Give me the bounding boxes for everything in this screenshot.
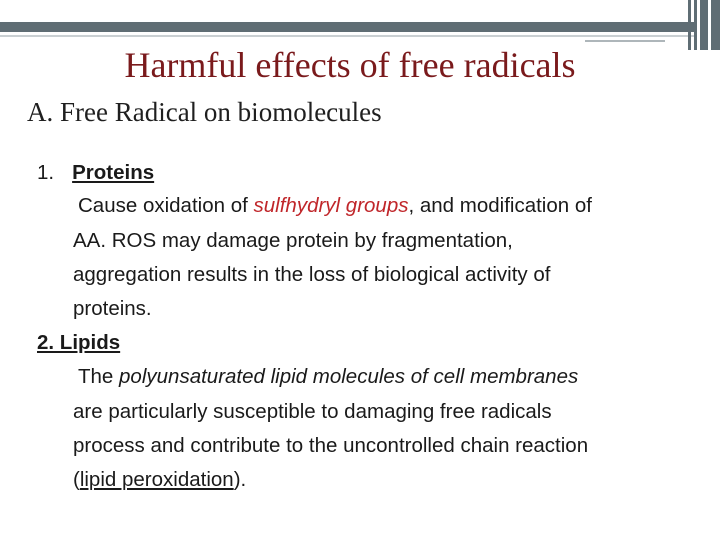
proteins-heading-line [37,161,154,185]
proteins-line-1 [78,194,592,218]
proteins-line-3: aggregation results in the loss of biological activity of [73,263,551,286]
slide-subtitle: A. Free Radical on biomolecules [27,97,382,127]
lipids-heading: 2. Lipids [37,331,121,354]
top-decorative-thin-bar [0,35,695,37]
right-decorative-stripes [688,0,720,50]
lipids-line-4 [73,468,246,492]
proteins-line-2: AA. ROS may damage protein by fragmentation, [73,229,513,252]
polyunsaturated-lipids-italic: polyunsaturated lipid molecules of cell membranes [119,365,579,388]
proteins-line-4: proteins. [73,297,152,320]
lipids-line-1-start: The [78,365,120,388]
top-decorative-rule [585,40,665,42]
sulfhydryl-groups-highlight: sulfhydryl groups [253,194,409,217]
top-decorative-bar [0,22,695,32]
lipids-line-1 [78,365,578,389]
proteins-heading: Proteins [72,161,155,184]
proteins-number: 1. [37,161,55,184]
lipid-peroxidation-term: lipid peroxidation [79,468,234,491]
proteins-line-1-start: Cause oxidation of [78,194,254,217]
slide-title: Harmful effects of free radicals [124,45,576,85]
proteins-line-1-end: , and modification of [408,194,592,217]
lipids-line-4-open: ( [73,468,80,491]
lipids-line-2: are particularly susceptible to damaging free radicals [73,400,552,423]
lipids-line-4-close: ). [233,468,247,491]
lipids-line-3: process and contribute to the uncontrolled chain reaction [73,434,589,457]
